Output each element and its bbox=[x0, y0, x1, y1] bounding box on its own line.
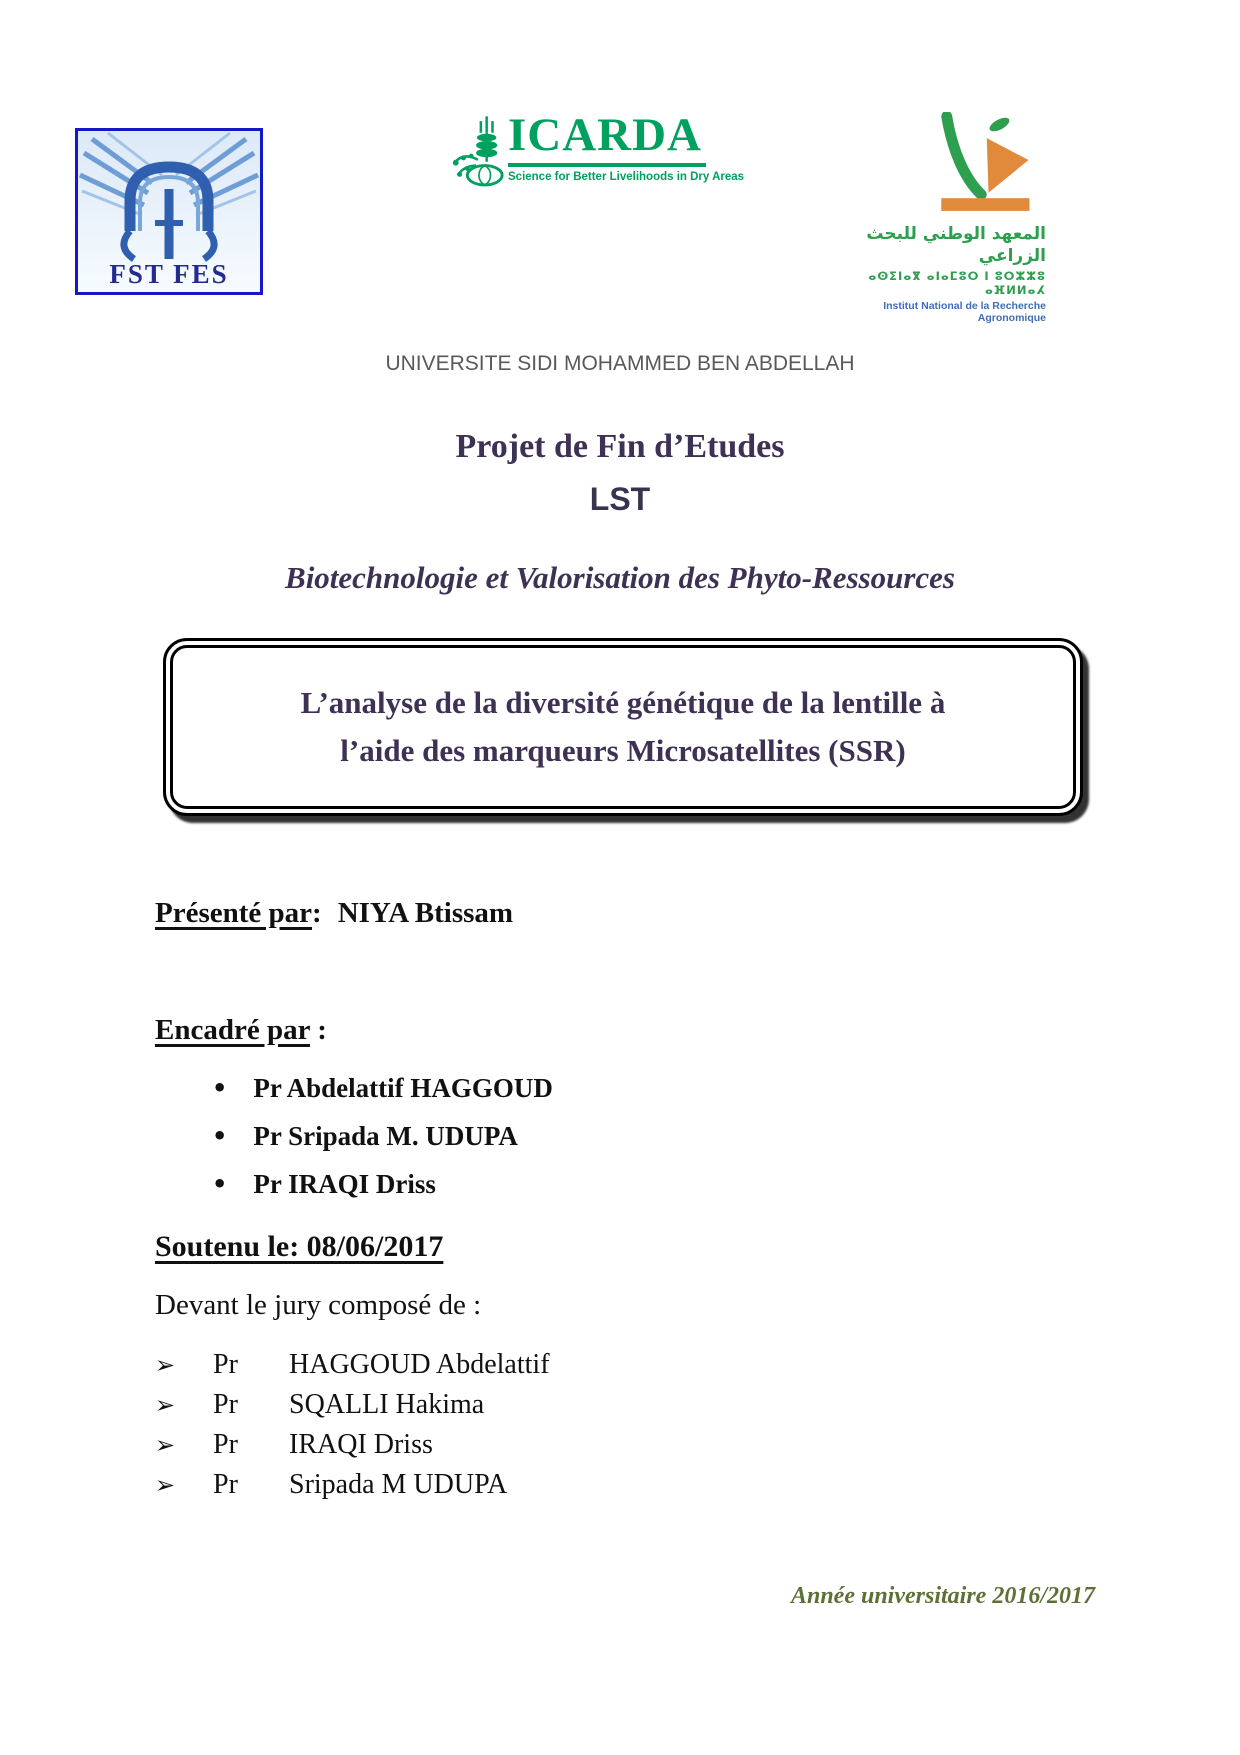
arrow-bullet-icon: ➢ bbox=[155, 1471, 176, 1499]
bullet-icon: • bbox=[212, 1074, 228, 1102]
jury-member-row bbox=[155, 1345, 550, 1385]
inra-arabic-name: المعهد الوطني للبحث الزراعي bbox=[866, 224, 1046, 266]
supervisors-list bbox=[212, 1064, 553, 1208]
jury-member-row bbox=[155, 1385, 550, 1425]
supervisor-name: Pr Abdelattif HAGGOUD bbox=[253, 1073, 553, 1103]
supervisor-item bbox=[212, 1160, 553, 1208]
supervised-by-line bbox=[155, 1014, 327, 1047]
inra-tifinagh-name: ⴰⵙⵉⵏⴰⴳ ⴰⵏⴰⵎⵓⵔ ⵏ ⵓⵔⵣⵣⵓ ⴰⴼⵍⵍⴰⵃ bbox=[868, 269, 1046, 297]
jury-member-name: Sripada M UDUPA bbox=[289, 1469, 508, 1500]
inra-mark-icon bbox=[934, 112, 1034, 218]
jury-member-title: Pr bbox=[213, 1469, 238, 1500]
fst-fes-emblem-icon bbox=[78, 131, 260, 292]
icarda-plant-icon bbox=[448, 114, 506, 194]
arrow-bullet-icon: ➢ bbox=[155, 1351, 176, 1379]
academic-year: Année universitaire 2016/2017 bbox=[790, 1583, 1095, 1609]
inra-french-name: Institut National de la Recherche Agronomique bbox=[883, 300, 1046, 324]
student-name: NIYA Btissam bbox=[337, 897, 514, 929]
presented-by-line bbox=[155, 897, 513, 930]
bullet-icon: • bbox=[212, 1170, 228, 1198]
thesis-title-line1: L’analyse de la diversité génétique de la lentille à bbox=[300, 685, 946, 720]
icarda-tagline: Science for Better Livelihoods in Dry Areas bbox=[508, 171, 745, 183]
supervisor-name: Pr Sripada M. UDUPA bbox=[253, 1121, 518, 1151]
jury-member-name: SQALLI Hakima bbox=[289, 1389, 485, 1420]
bullet-icon: • bbox=[212, 1122, 228, 1150]
thesis-title-line2: l’aide des marqueurs Microsatellites (SSR) bbox=[340, 733, 906, 768]
project-type-title: Projet de Fin d’Etudes bbox=[455, 428, 785, 465]
jury-member-name: HAGGOUD Abdelattif bbox=[289, 1349, 550, 1380]
icarda-underline-rule bbox=[508, 163, 706, 167]
degree-label: LST bbox=[589, 481, 651, 517]
jury-member-title: Pr bbox=[213, 1349, 238, 1380]
arrow-bullet-icon: ➢ bbox=[155, 1431, 176, 1459]
program-name: Biotechnologie et Valorisation des Phyto-Ressources bbox=[285, 560, 955, 595]
inra-logo bbox=[818, 112, 1046, 324]
presented-by-colon: : bbox=[312, 897, 322, 929]
university-name: UNIVERSITE SIDI MOHAMMED BEN ABDELLAH bbox=[385, 352, 855, 375]
defense-date-line bbox=[155, 1230, 443, 1264]
fst-fes-label: FST FES bbox=[109, 259, 229, 289]
jury-list bbox=[155, 1345, 550, 1505]
jury-member-name: IRAQI Driss bbox=[289, 1429, 433, 1460]
supervised-by-label: Encadré par bbox=[155, 1014, 310, 1046]
presented-by-label: Présenté par bbox=[155, 897, 313, 929]
jury-member-title: Pr bbox=[213, 1389, 238, 1420]
supervisor-item bbox=[212, 1064, 553, 1112]
supervisor-item bbox=[212, 1112, 553, 1160]
jury-member-title: Pr bbox=[213, 1429, 238, 1460]
icarda-logo bbox=[448, 109, 745, 194]
jury-member-row bbox=[155, 1465, 550, 1505]
fst-fes-logo bbox=[75, 128, 263, 295]
defense-date-text: Soutenu le: 08/06/2017 bbox=[155, 1230, 444, 1263]
jury-intro-line: Devant le jury composé de : bbox=[155, 1289, 482, 1321]
supervised-by-colon: : bbox=[309, 1014, 327, 1046]
thesis-title-box bbox=[163, 638, 1083, 816]
jury-member-row bbox=[155, 1425, 550, 1465]
arrow-bullet-icon: ➢ bbox=[155, 1391, 176, 1419]
supervisor-name: Pr IRAQI Driss bbox=[253, 1169, 436, 1199]
icarda-wordmark: ICARDA bbox=[508, 109, 702, 161]
